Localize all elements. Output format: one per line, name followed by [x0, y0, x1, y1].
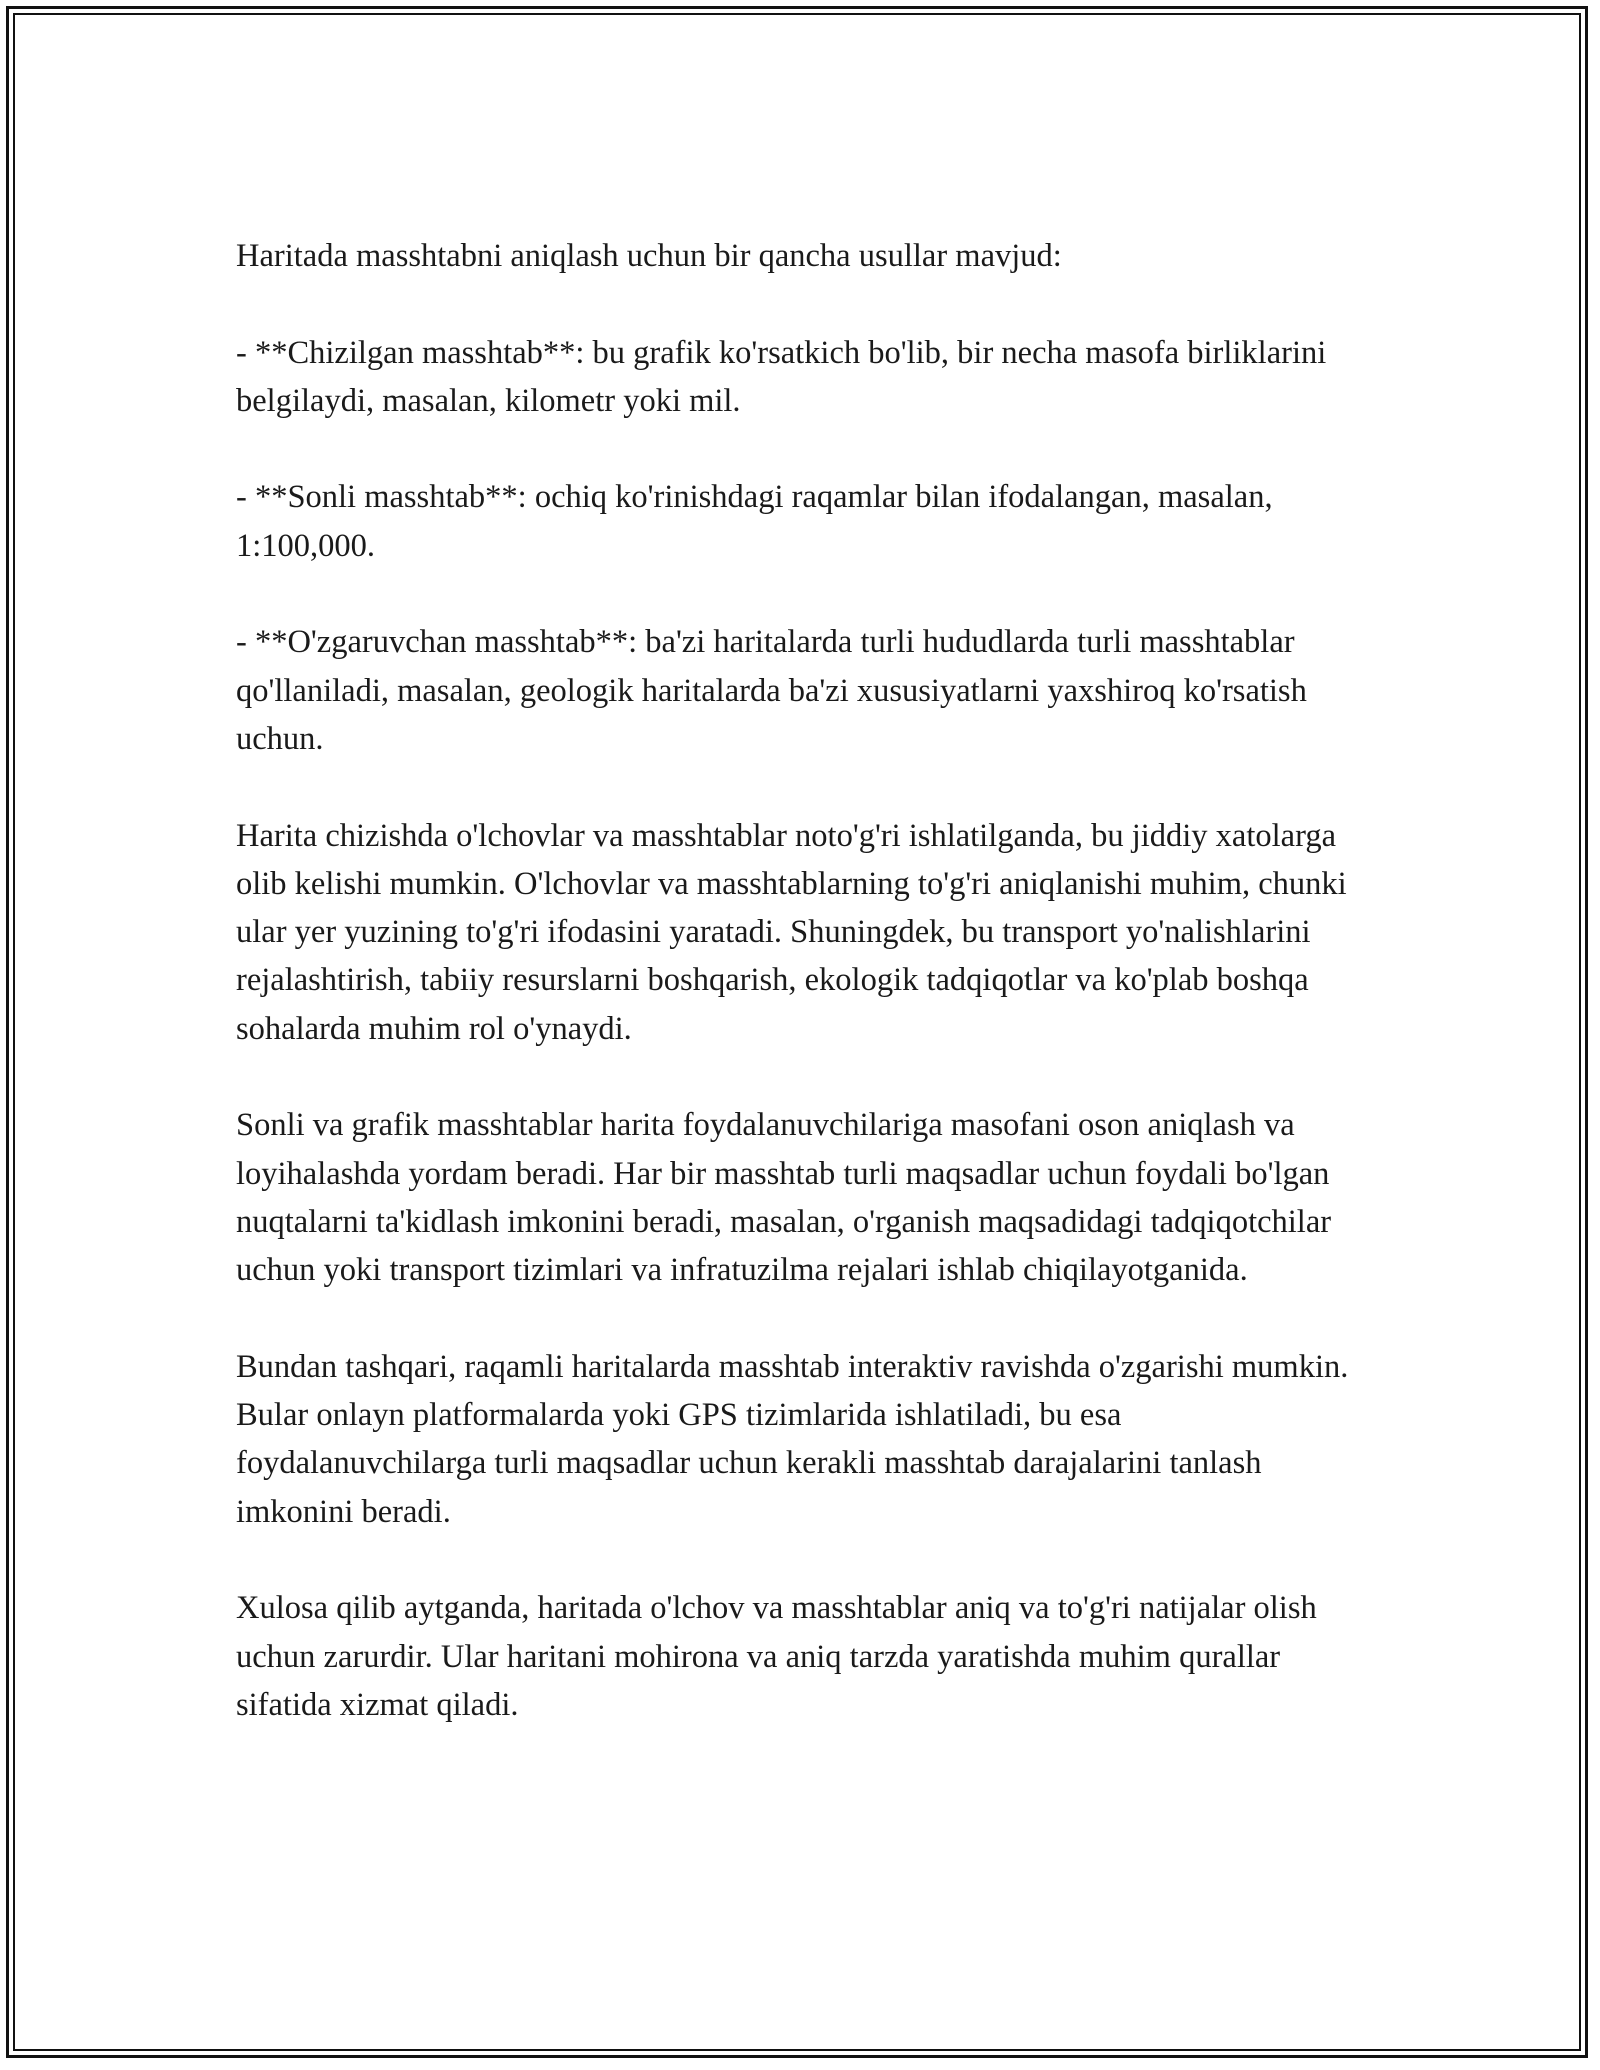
paragraph-errors: Harita chizishda o'lchovlar va masshtablar noto'g'ri ishlatilganda, bu jiddiy xatolarga olib kelishi mumkin. O'lchovlar va masshtablarning to'g'ri aniqlanishi muhim, chunki ular yer yuzining to'g'ri ifodasini yaratadi. Shuningdek, bu transport yo'nalishlarini rejalashtirish, tabiiy resurslarni boshqarish, ekologik tadqiqotlar va ko'plab boshqa sohalarda muhim rol o'ynaydi.	[236, 817, 1347, 1047]
paragraph-numeric-graphic: Sonli va grafik masshtablar harita foydalanuvchilariga masofani oson aniqlash va loyihalashda yordam beradi. Har bir masshtab turli maqsadlar uchun foydali bo'lgan nuqtalarni ta'kidlash imkonini beradi, masalan, o'rganish maqsadidagi tadqiqotchilar uchun yoki transport tizimlari va infratuzilma rejalari ishlab chiqilayotganida.	[236, 1107, 1332, 1289]
paragraph-variable-scale: - **O'zgaruvchan masshtab**: ba'zi haritalarda turli hududlarda turli masshtablar qo'llaniladi, masalan, geologik haritalarda ba'zi xususiyatlarni yaxshiroq ko'rsatish uchun.	[236, 624, 1307, 757]
paragraph-digital-maps: Bundan tashqari, raqamli haritalarda masshtab interaktiv ravishda o'zgarishi mumkin. Bular onlayn platformalarda yoki GPS tizimlarida ishlatiladi, bu esa foydalanuvchilarga turli maqsadlar uchun kerakli masshtab darajalarini tanlash imkonini beradi.	[236, 1348, 1349, 1530]
paragraph-drawn-scale: - **Chizilgan masshtab**: bu grafik ko'rsatkich bo'lib, bir necha masofa birliklarini belgilaydi, masalan, kilometr yoki mil.	[236, 334, 1327, 419]
paragraph-conclusion: Xulosa qilib aytganda, haritada o'lchov va masshtablar aniq va to'g'ri natijalar olish uchun zarurdir. Ular haritani mohirona va aniq tarzda yaratishda muhim qurallar sifatida xizmat qiladi.	[236, 1590, 1317, 1723]
paragraph-intro: Haritada masshtabni aniqlash uchun bir qancha usullar mavjud:	[236, 238, 1062, 274]
document-body	[236, 232, 1366, 1729]
paragraph-numeric-scale: - **Sonli masshtab**: ochiq ko'rinishdagi raqamlar bilan ifodalangan, masalan, 1:100,000.	[236, 479, 1273, 564]
